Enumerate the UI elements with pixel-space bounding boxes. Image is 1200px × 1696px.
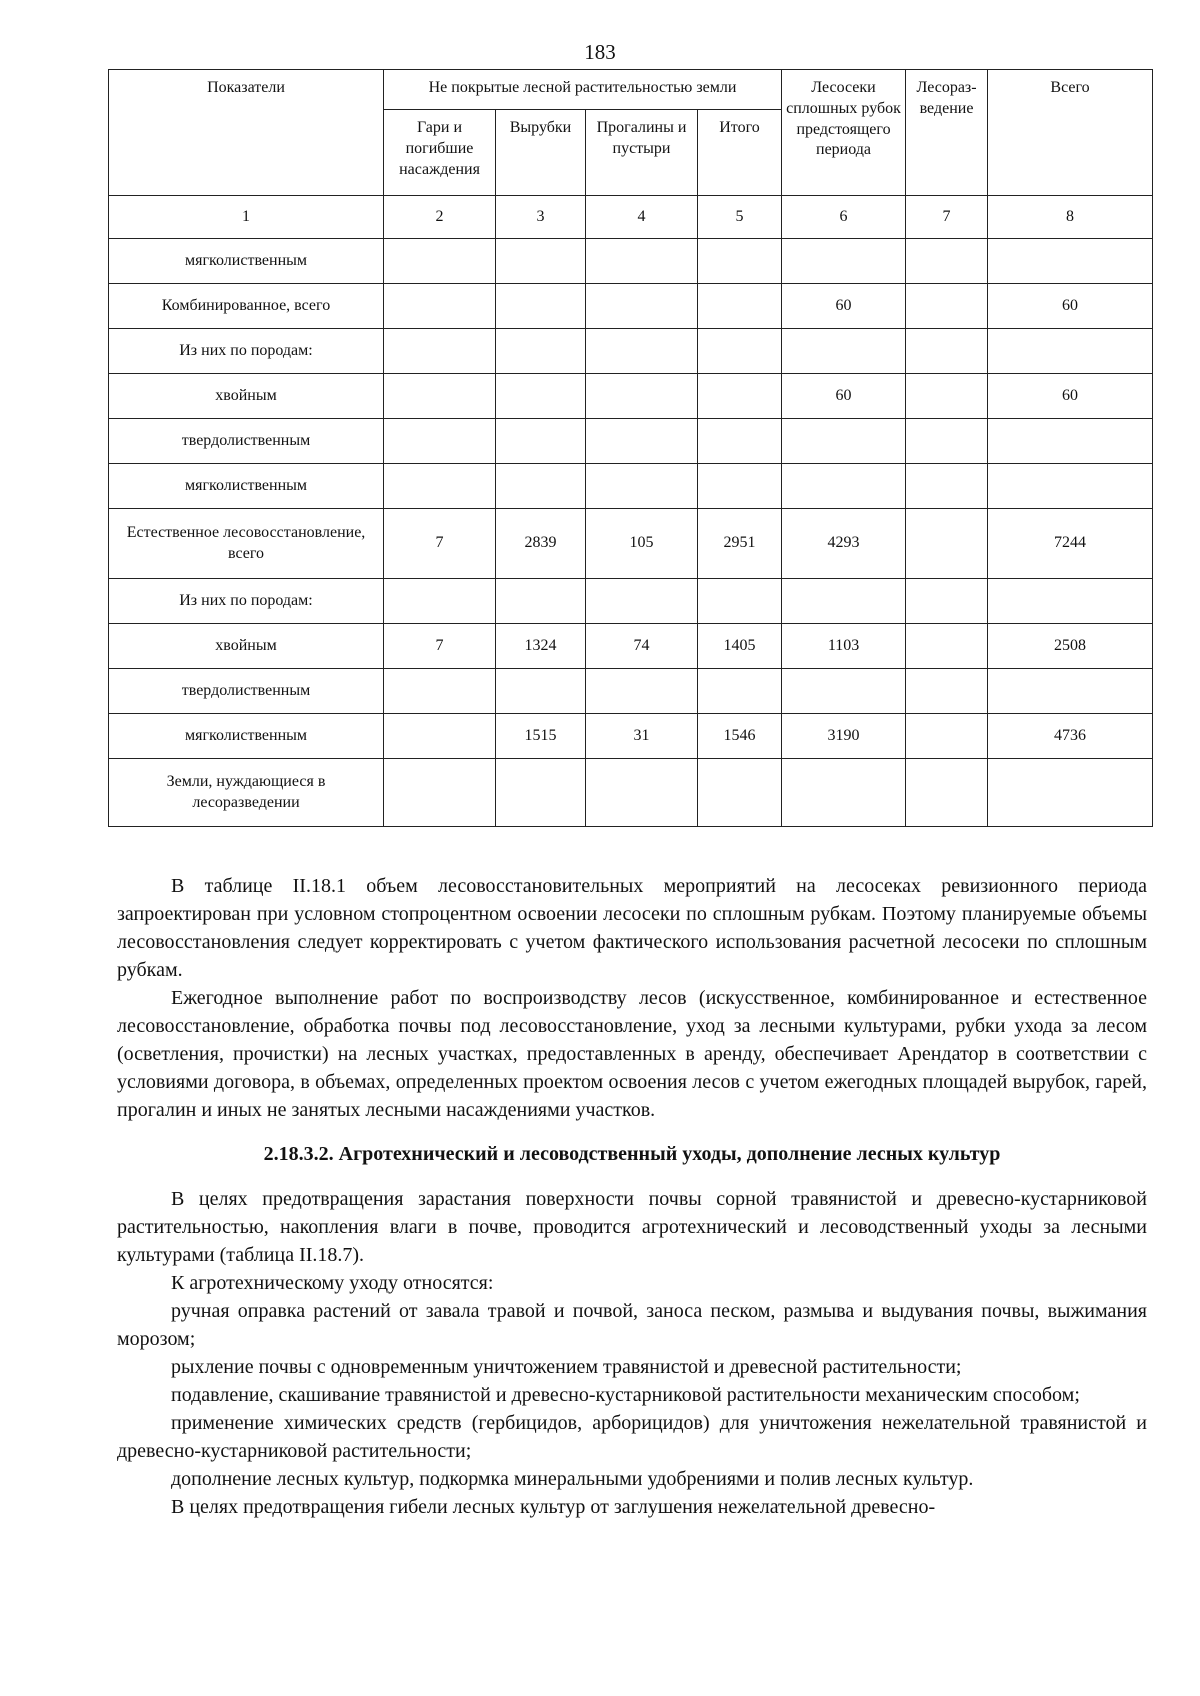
table-cell: 2951 — [698, 509, 782, 579]
table-cell — [698, 374, 782, 419]
table-cell — [586, 329, 698, 374]
table-cell — [988, 579, 1153, 624]
row-label: мягколиственным — [109, 239, 384, 284]
table-cell: 74 — [586, 624, 698, 669]
table-cell — [906, 464, 988, 509]
table-cell — [988, 329, 1153, 374]
table-cell — [782, 329, 906, 374]
table-row — [109, 239, 1153, 284]
row-label: Естественное лесовосстановление, всего — [109, 509, 384, 579]
table-cell — [384, 329, 496, 374]
column-number: 5 — [698, 196, 782, 239]
table-cell — [586, 759, 698, 827]
page-number: 183 — [584, 40, 616, 64]
table-cell — [384, 419, 496, 464]
table-body — [109, 239, 1153, 827]
table-cell — [496, 759, 586, 827]
table-cell — [698, 239, 782, 284]
table-row — [109, 714, 1153, 759]
table-cell — [782, 239, 906, 284]
table-cell — [988, 464, 1153, 509]
paragraph: применение химических средств (гербицидов, арборицидов) для уничтожения нежелательной травянистой и древесно-кустарниковой растительности; — [117, 1412, 1147, 1462]
row-label: Из них по породам: — [109, 579, 384, 624]
row-label: хвойным — [109, 374, 384, 419]
column-number: 4 — [586, 196, 698, 239]
column-number: 1 — [109, 196, 384, 239]
table-cell: 1103 — [782, 624, 906, 669]
paragraph: В таблице II.18.1 объем лесовосстановительных мероприятий на лесосеках ревизионного периода запроектирован при условном стопроцентном освоении лесосеки по сплошным рубкам. Поэтому планируемые объемы лесовосстановления следует корректировать с учетом фактического использования расчетной лесосеки по сплошным рубкам. — [117, 875, 1147, 981]
table-row — [109, 669, 1153, 714]
paragraph: подавление, скашивание травянистой и древесно-кустарниковой растительности механическим способом; — [171, 1384, 1080, 1406]
table-cell — [586, 669, 698, 714]
table-cell: 60 — [988, 374, 1153, 419]
table-cell — [384, 239, 496, 284]
table-row — [109, 624, 1153, 669]
table-cell — [384, 714, 496, 759]
table-cell — [586, 579, 698, 624]
header-afforestation: Лесораз-ведение — [906, 70, 988, 196]
table-cell: 1405 — [698, 624, 782, 669]
table-row — [109, 579, 1153, 624]
table-cell — [496, 374, 586, 419]
column-number: 2 — [384, 196, 496, 239]
paragraph: К агротехническому уходу относятся: — [171, 1272, 494, 1294]
table-cell — [384, 374, 496, 419]
column-number: 6 — [782, 196, 906, 239]
table-cell — [384, 759, 496, 827]
paragraph: В целях предотвращения зарастания поверхности почвы сорной травянистой и древесно-кустарниковой растительностью, накопления влаги в почве, проводится агротехнический и лесоводственный уходы за лесными культурами (таблица II.18.7). — [117, 1188, 1147, 1266]
table-cell — [698, 419, 782, 464]
table-cell: 60 — [988, 284, 1153, 329]
header-burned-stands: Гари и погибшие насаждения — [384, 110, 496, 196]
column-numbers-row — [109, 196, 1153, 239]
table-cell: 60 — [782, 284, 906, 329]
table-cell — [988, 419, 1153, 464]
paragraph: ручная оправка растений от завала травой и почвой, заноса песком, размыва и выдувания почвы, выжимания морозом; — [117, 1300, 1147, 1350]
paragraph: дополнение лесных культур, подкормка минеральными удобрениями и полив лесных культур. — [171, 1468, 974, 1490]
table-cell — [496, 669, 586, 714]
table-cell: 1515 — [496, 714, 586, 759]
table-cell — [906, 669, 988, 714]
table-cell — [586, 419, 698, 464]
table-cell: 4736 — [988, 714, 1153, 759]
table-cell — [384, 284, 496, 329]
body-text — [117, 872, 1147, 1521]
table-cell — [496, 239, 586, 284]
table-cell — [782, 759, 906, 827]
table-cell — [496, 284, 586, 329]
table-cell — [384, 669, 496, 714]
table-cell — [496, 464, 586, 509]
table-cell: 60 — [782, 374, 906, 419]
paragraph: Ежегодное выполнение работ по воспроизводству лесов (искусственное, комбинированное и естественное лесовосстановление, обработка почвы под лесовосстановление, уход за лесными культурами, рубки ухода за лесом (осветления, прочистки) на лесных участках, предоставленных в аренду, обеспечивает Арендатор в соответствии с условиями договора, в объемах, определенных проектом освоения лесов с учетом ежегодных площадей вырубок, гарей, прогалин и иных не занятых лесными насаждениями участков. — [117, 987, 1147, 1121]
table-cell — [698, 669, 782, 714]
table-row — [109, 419, 1153, 464]
table-cell: 1324 — [496, 624, 586, 669]
header-cuttings: Вырубки — [496, 110, 586, 196]
table-cell — [782, 419, 906, 464]
table-cell — [586, 239, 698, 284]
row-label: хвойным — [109, 624, 384, 669]
table-cell — [384, 464, 496, 509]
table-cell — [782, 669, 906, 714]
table-cell — [906, 239, 988, 284]
table-cell — [988, 239, 1153, 284]
table-cell — [906, 419, 988, 464]
table-cell — [906, 374, 988, 419]
header-total-not-covered: Итого — [698, 110, 782, 196]
table-cell — [906, 284, 988, 329]
table-cell — [906, 579, 988, 624]
paragraph: В целях предотвращения гибели лесных культур от заглушения нежелательной древесно- — [171, 1496, 936, 1518]
table-row — [109, 509, 1153, 579]
row-label: твердолиственным — [109, 419, 384, 464]
header-glades: Прогалины и пустыри — [586, 110, 698, 196]
table-cell: 7 — [384, 624, 496, 669]
table-cell — [496, 419, 586, 464]
table-cell — [586, 374, 698, 419]
table-cell: 2839 — [496, 509, 586, 579]
header-indicators: Показатели — [109, 70, 384, 196]
table-row — [109, 374, 1153, 419]
row-label: Из них по породам: — [109, 329, 384, 374]
section-heading: 2.18.3.2. Агротехнический и лесоводственный уходы, дополнение лесных культур — [263, 1143, 1001, 1165]
row-label: твердолиственным — [109, 669, 384, 714]
table-cell — [698, 329, 782, 374]
table-cell — [988, 759, 1153, 827]
table-cell — [698, 759, 782, 827]
table-cell — [496, 579, 586, 624]
table-cell: 2508 — [988, 624, 1153, 669]
header-not-covered-lands: Не покрытые лесной растительностью земли — [384, 70, 782, 110]
table-cell: 1546 — [698, 714, 782, 759]
table-cell — [906, 714, 988, 759]
table-cell: 105 — [586, 509, 698, 579]
table-row — [109, 329, 1153, 374]
column-number: 8 — [988, 196, 1153, 239]
table-cell — [782, 579, 906, 624]
table-cell — [906, 624, 988, 669]
table-cell: 4293 — [782, 509, 906, 579]
header-clearcut-areas: Лесосеки сплошных рубок предстоящего периода — [782, 70, 906, 196]
table-row — [109, 284, 1153, 329]
table-cell: 31 — [586, 714, 698, 759]
table-cell — [906, 329, 988, 374]
table-cell — [496, 329, 586, 374]
row-label: мягколиственным — [109, 714, 384, 759]
column-number: 7 — [906, 196, 988, 239]
row-label: Земли, нуждающиеся в лесоразведении — [109, 759, 384, 827]
column-number: 3 — [496, 196, 586, 239]
table-cell — [988, 669, 1153, 714]
table-cell — [698, 284, 782, 329]
paragraph: рыхление почвы с одновременным уничтожением травянистой и древесной растительности; — [171, 1356, 962, 1378]
table-cell — [586, 284, 698, 329]
table-cell: 7 — [384, 509, 496, 579]
table-cell — [906, 759, 988, 827]
table-cell — [586, 464, 698, 509]
row-label: мягколиственным — [109, 464, 384, 509]
table-row — [109, 759, 1153, 827]
header-grand-total: Всего — [988, 70, 1153, 196]
table-cell — [698, 579, 782, 624]
table-cell — [698, 464, 782, 509]
forest-restoration-table — [108, 69, 1153, 827]
table-header — [109, 70, 1153, 239]
table-cell — [782, 464, 906, 509]
table-row — [109, 464, 1153, 509]
table-cell: 3190 — [782, 714, 906, 759]
table-cell: 7244 — [988, 509, 1153, 579]
table-cell — [906, 509, 988, 579]
table-cell — [384, 579, 496, 624]
row-label: Комбинированное, всего — [109, 284, 384, 329]
